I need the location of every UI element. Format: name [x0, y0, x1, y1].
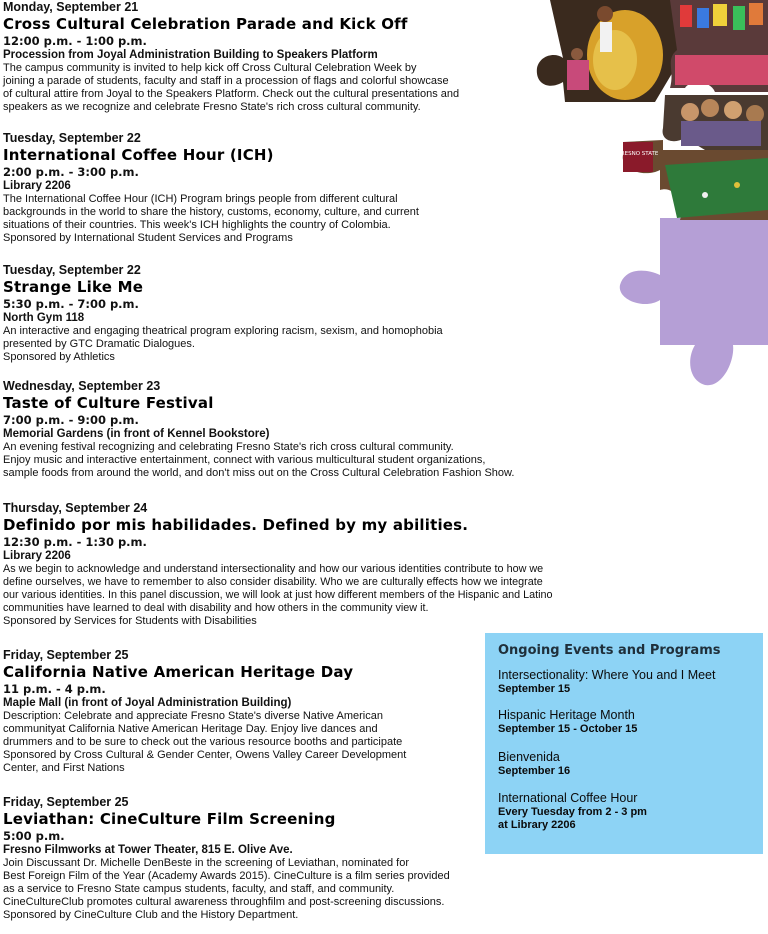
event-description: Join Discussant Dr. Michelle DenBeste in the screening of Leviathan, nominated for Best Foreign Film of the Year (Academy Awards 2015). CineCulture is a film series provided as a service to Fresno State campus students, faculty, and staff, and community. CineCultureClub promotes cultural awareness throughfilm and post-screening discussions. — [3, 857, 450, 908]
ongoing-item-name: International Coffee Hour — [498, 791, 638, 805]
event-time: 12:00 p.m. - 1:00 p.m. — [3, 34, 147, 48]
event-title: International Coffee Hour (ICH) — [3, 146, 274, 164]
event-taste-of-culture — [3, 379, 643, 480]
event-title: Taste of Culture Festival — [3, 394, 214, 412]
event-leviathan-screening — [3, 795, 563, 922]
event-time: 5:00 p.m. — [3, 829, 65, 843]
event-date: Thursday, September 24 — [3, 501, 148, 515]
ongoing-item-date: September 15 - October 15 — [498, 723, 638, 735]
event-title: Leviathan: CineCulture Film Screening — [3, 810, 336, 828]
event-sponsor: Sponsored by Cross Cultural & Gender Center, Owens Valley Career Development Center, and First Nations — [3, 749, 407, 774]
event-description: The campus community is invited to help kick off Cross Cultural Celebration Week by joining a parade of students, faculty and staff in a procession of flags and colorful showcase of cultural attire from Joyal to the Speakers Platform. Check out the cultural presentations and speakers as we recognize and celebrate Fresno State's rich cross cultural community. — [3, 62, 460, 113]
fresno-state-sign: FRESNO STATE — [617, 151, 659, 157]
event-sponsor: Sponsored by International Student Services and Programs — [3, 232, 293, 244]
event-location: Maple Mall (in front of Joyal Administration Building) — [3, 697, 292, 709]
event-description: The International Coffee Hour (ICH) Program brings people from different cultural backgrounds in the world to share the history, customs, economy, culture, and current situations of their countries. This week's ICH highlights the country of Colombia. — [3, 193, 419, 231]
event-title: California Native American Heritage Day — [3, 663, 354, 681]
event-sponsor: Sponsored by CineCulture Club and the History Department. — [3, 909, 299, 921]
event-description: An evening festival recognizing and celebrating Fresno State's rich cross cultural community. Enjoy music and interactive entertainment, connect with various multicultural student organizations, sample foods from around the world, and don't miss out on the Cross Cultural Celebration Fashion Show. — [3, 441, 515, 479]
event-defined-by-abilities — [3, 501, 703, 628]
event-date: Monday, September 21 — [3, 0, 139, 14]
event-date: Wednesday, September 23 — [3, 379, 161, 393]
ongoing-events-panel — [485, 633, 763, 854]
event-title: Strange Like Me — [3, 278, 144, 296]
ongoing-item-date: September 16 — [498, 765, 571, 777]
event-location: North Gym 118 — [3, 312, 85, 324]
ongoing-item — [498, 707, 637, 736]
event-time: 12:30 p.m. - 1:30 p.m. — [3, 535, 147, 549]
event-kickoff — [3, 0, 548, 114]
event-date: Tuesday, September 22 — [3, 131, 141, 145]
event-date: Friday, September 25 — [3, 795, 129, 809]
event-title: Definido por mis habilidades. Defined by my abilities. — [3, 516, 469, 534]
event-location: Procession from Joyal Administration Building to Speakers Platform — [3, 49, 378, 61]
puzzle-photo-collage — [505, 0, 768, 390]
event-description: As we begin to acknowledge and understand intersectionality and how our various identities contribute to how we define ourselves, we have to remember to also consider disability. Who we are culturally effects how we integrate our various identities. In this panel discussion, we will look at just how different members of the Hispanic and Latino communities have learned to deal with disability and how others in the community view it. — [3, 563, 553, 614]
event-description: An interactive and engaging theatrical program exploring racism, sexism, and homophobia presented by GTC Dramatic Dialogues. — [3, 325, 443, 350]
event-description: Description: Celebrate and appreciate Fresno State's diverse Native American communityat California Native American Heritage Day. Enjoy live dances and drummers and to be sure to check out the various resource booths and participate — [3, 710, 403, 748]
event-time: 11 p.m. - 4 p.m. — [3, 682, 106, 696]
event-date: Tuesday, September 22 — [3, 263, 141, 277]
ongoing-item — [498, 749, 570, 778]
students-photo — [663, 95, 768, 150]
ongoing-item-name: Intersectionality: Where You and I Meet — [498, 668, 716, 682]
event-title: Cross Cultural Celebration Parade and Kick Off — [3, 15, 408, 33]
ongoing-item-date: September 15 — [498, 683, 571, 695]
ongoing-item-name: Bienvenida — [498, 750, 560, 764]
ongoing-events-title: Ongoing Events and Programs — [498, 643, 721, 658]
event-location: Memorial Gardens (in front of Kennel Bookstore) — [3, 428, 270, 440]
event-time: 2:00 p.m. - 3:00 p.m. — [3, 165, 139, 179]
event-location: Library 2206 — [3, 550, 71, 562]
ongoing-item — [498, 667, 716, 696]
event-coffee-hour — [3, 131, 523, 245]
event-native-american-heritage — [3, 648, 483, 775]
event-location: Fresno Filmworks at Tower Theater, 815 E. Olive Ave. — [3, 844, 293, 856]
event-sponsor: Sponsored by Services for Students with Disabilities — [3, 615, 257, 627]
billiards-photo — [618, 140, 768, 220]
event-date: Friday, September 25 — [3, 648, 129, 662]
event-strange-like-me — [3, 263, 563, 364]
ongoing-item — [498, 790, 647, 832]
event-time: 7:00 p.m. - 9:00 p.m. — [3, 413, 139, 427]
ongoing-item-date: Every Tuesday from 2 - 3 pm at Library 2206 — [498, 806, 647, 831]
event-time: 5:30 p.m. - 7:00 p.m. — [3, 297, 139, 311]
ongoing-item-name: Hispanic Heritage Month — [498, 708, 635, 722]
flags-photo — [670, 0, 768, 92]
lavender-puzzle-piece — [620, 218, 768, 385]
event-location: Library 2206 — [3, 180, 71, 192]
event-sponsor: Sponsored by Athletics — [3, 351, 115, 363]
